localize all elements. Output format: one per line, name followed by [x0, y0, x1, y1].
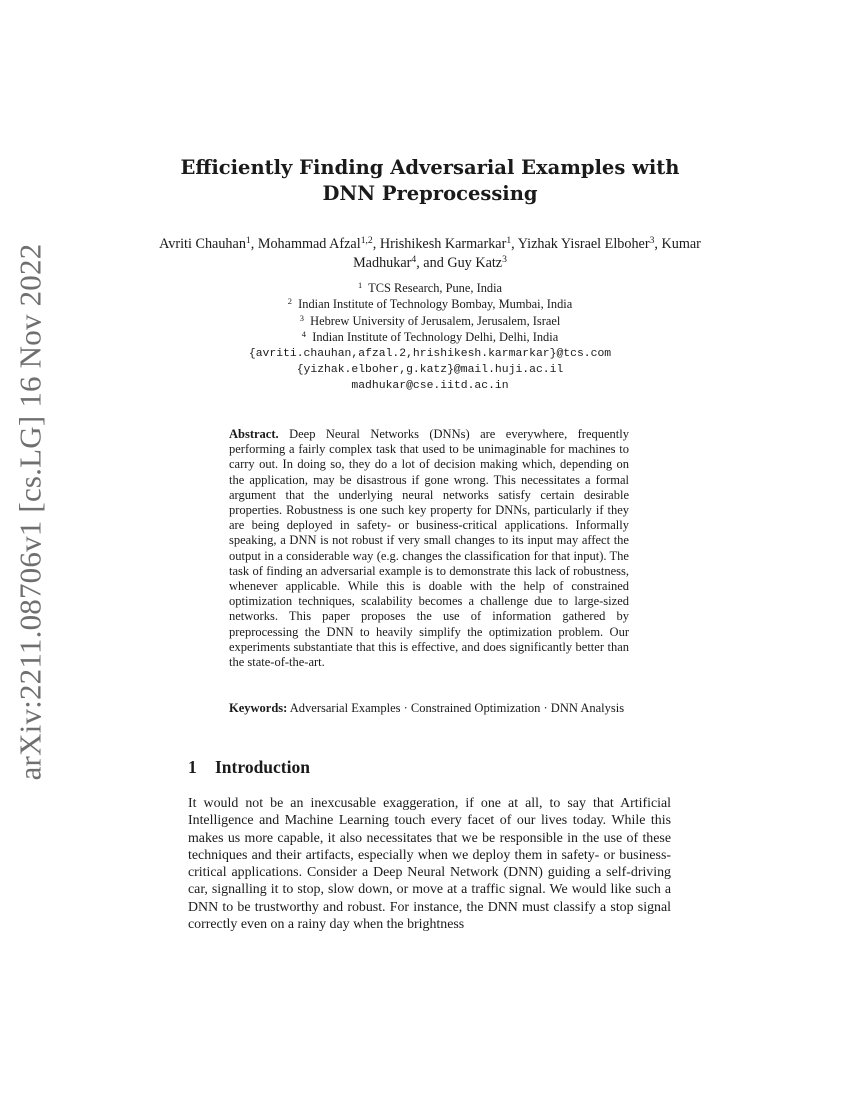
email-address[interactable]: {avriti.chauhan,afzal.2,hrishikesh.karmarkar}@tcs.com [248, 347, 612, 360]
author-affiliation-mark: 4 [411, 254, 417, 266]
section-number: 1 [188, 757, 197, 777]
author-affiliation-mark: 1 [506, 235, 512, 247]
section-title: Introduction [215, 757, 310, 777]
author-affiliation-mark: 1 [245, 235, 251, 247]
abstract-label: Abstract. [229, 427, 279, 441]
abstract [229, 427, 629, 670]
paper-title [150, 155, 710, 207]
author-name: Mohammad Afzal [257, 236, 361, 252]
affiliation-text: Indian Institute of Technology Delhi, Delhi, India [312, 330, 559, 345]
affiliation-mark: 3 [299, 312, 304, 323]
keywords [229, 701, 629, 716]
keywords-text: Adversarial Examples · Constrained Optimization · DNN Analysis [289, 701, 625, 715]
author-name: Guy Katz [447, 255, 503, 271]
email-address[interactable]: madhukar@cse.iitd.ac.in [351, 380, 509, 393]
email-address[interactable]: {yizhak.elboher,g.katz}@mail.huji.ac.il [296, 364, 564, 377]
author-name: Yizhak Yisrael Elboher [517, 236, 650, 252]
title-line-2: DNN Preprocessing [322, 182, 538, 205]
author-affiliation-mark: 3 [502, 254, 507, 266]
abstract-text: Deep Neural Networks (DNNs) are everywhere, frequently performing a fairly complex task that used to be unimaginable for machines to carry out. In doing so, they do a lot of decision making which, depending on the application, may be disastrous if gone wrong. This necessitates a formal argument that the underlying neural networks satisfy certain desirable properties. Robustness is one such key property for DNNs, particularly if they are being deployed in safety- or business-critical applications. Informally speaking, a DNN is not robust if very small changes to its input may affect the output in a considerable way (e.g. changes the classification for that input). The task of finding an adversarial example is to demonstrate this lack of robustness, whenever applicable. While this is doable with the help of constrained optimization techniques, scalability becomes a challenge due to large-sized networks. This paper proposes the use of information gathered by preprocessing the DNN to heavily simplify the optimization problem. Our experiments substantiate that this is effective, and does significantly better than the state-of-the-art. [229, 427, 629, 670]
affiliation-text: Indian Institute of Technology Bombay, Mumbai, India [298, 297, 573, 312]
author-affiliation-mark: 1,2 [360, 235, 373, 247]
affiliation-line [180, 296, 680, 312]
author-separator: , [372, 236, 380, 252]
affiliation-mark: 2 [287, 296, 292, 307]
author-name: Hrishikesh Karmarkar [379, 236, 507, 252]
author-separator: , [250, 236, 258, 252]
author-separator: , [654, 236, 662, 252]
affiliation-text: Hebrew University of Jerusalem, Jerusalem, Israel [310, 313, 561, 328]
title-line-1: Efficiently Finding Adversarial Examples with [180, 156, 680, 179]
affiliation-line [180, 329, 680, 345]
section-heading [188, 757, 310, 778]
affiliation-line [180, 280, 680, 296]
affiliation-mark: 4 [301, 329, 307, 340]
keywords-label: Keywords: [229, 701, 288, 715]
body-paragraph: It would not be an inexcusable exaggeration, if one at all, to say that Artificial Intelligence and Machine Learning touch every facet of our lives today. While this makes us more capable, it also necessitates that we be responsible in the use of these techniques and their artifacts, especially when we deploy them in safety- or business-critical applications. Consider a Deep Neural Network (DNN) guiding a self-driving car, signalling it to stop, slow down, or move at a traffic signal. We would like such a DNN to be trustworthy and robust. For instance, the DNN must classify a stop signal correctly even on a rainy day when the brightness [188, 796, 671, 933]
author-list [140, 235, 720, 273]
affiliation-mark: 1 [357, 279, 363, 290]
affiliation-line [180, 313, 680, 329]
affiliations [180, 280, 680, 395]
arxiv-identifier: arXiv:2211.08706v1 [cs.LG] 16 Nov 2022 [12, 243, 48, 781]
arxiv-stamp [3, 243, 57, 781]
author-name: Avriti Chauhan [159, 236, 246, 252]
author-separator: , and [416, 255, 448, 271]
author-separator: , [511, 236, 518, 252]
author-affiliation-mark: 3 [649, 235, 655, 247]
affiliation-text: TCS Research, Pune, India [368, 281, 503, 295]
author-name: Kumar Madhukar [353, 236, 701, 271]
